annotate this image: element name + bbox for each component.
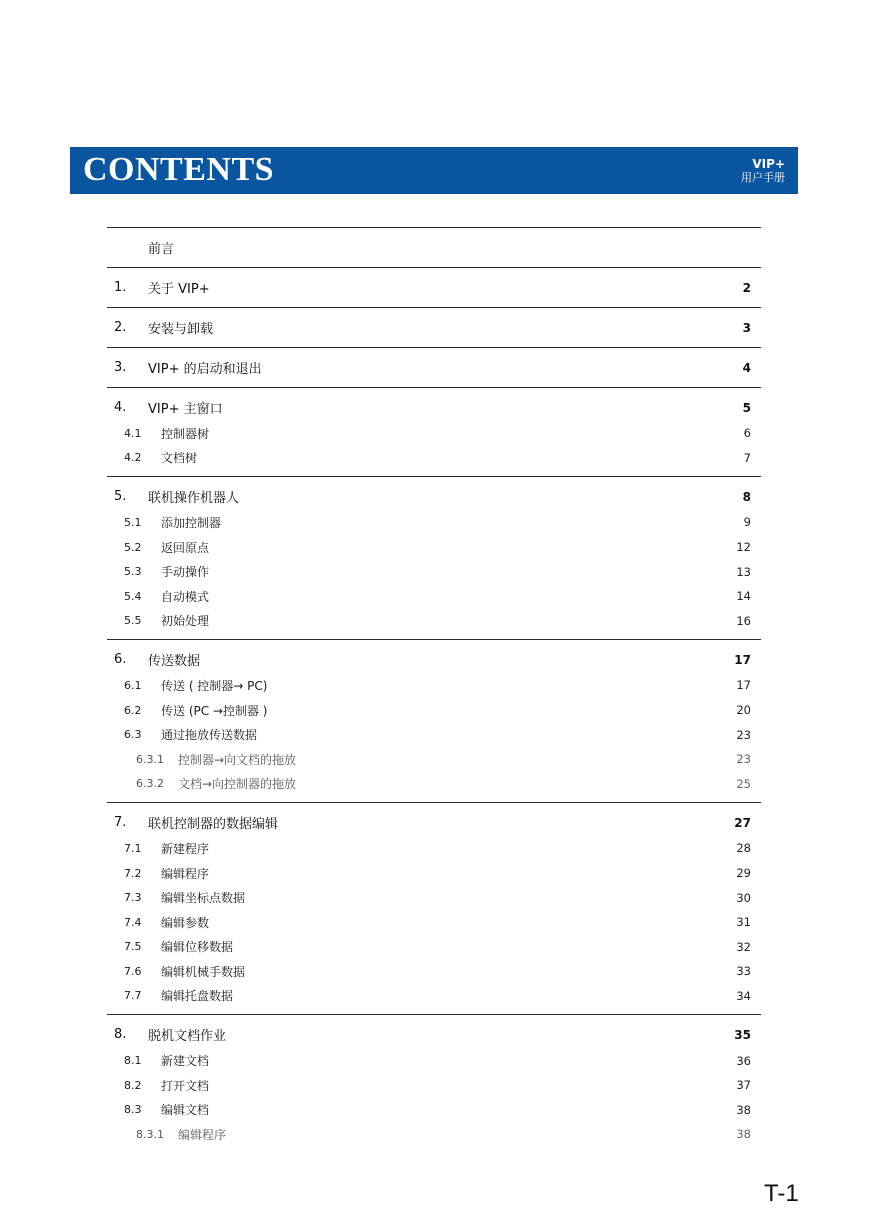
chapter-number: 3.: [114, 360, 127, 375]
toc-entry-label: [107, 539, 209, 556]
toc-subsection-entry[interactable]: [107, 1073, 761, 1098]
toc-entry-label: [107, 963, 245, 980]
section-title: 编辑参数: [161, 915, 210, 930]
section-title: 编辑文档: [161, 1103, 210, 1118]
section-page-number: 9: [743, 515, 751, 530]
toc-entry-label: [107, 751, 296, 768]
section-number: 6.1: [124, 678, 142, 692]
section-number: 5.3: [124, 565, 142, 579]
section-number: 7.6: [124, 964, 142, 978]
toc-subsection-entry[interactable]: [107, 910, 761, 935]
toc-chapter-entry[interactable]: [107, 268, 761, 307]
toc-subsection-entry[interactable]: [107, 984, 761, 1009]
product-name: VIP+: [752, 157, 785, 171]
toc-subsection-entry[interactable]: [107, 1097, 761, 1122]
chapter-page-number: 35: [734, 1027, 751, 1042]
toc-subsection-list: [107, 1048, 761, 1152]
manual-label: [741, 158, 785, 184]
chapter-number: 7.: [114, 815, 127, 831]
section-number: 5.5: [124, 614, 142, 628]
toc-chapter-label: [107, 318, 213, 337]
section-number: 4.2: [124, 451, 142, 465]
toc-entry-label: [107, 702, 267, 719]
toc-subsection-entry[interactable]: [107, 885, 761, 910]
toc-entry-label: [107, 514, 221, 531]
toc-chapter-label: [107, 1025, 226, 1044]
section-number: 8.1: [124, 1054, 142, 1068]
section-title: 新建程序: [161, 841, 210, 856]
chapter-number: 4.: [114, 400, 127, 415]
toc-chapter-label: [107, 398, 223, 417]
toc-entry-label: [107, 865, 209, 882]
toc-subsection-entry[interactable]: [107, 584, 761, 609]
toc-chapter-label: [107, 278, 210, 297]
toc-section: [107, 347, 761, 387]
chapter-title: 联机操作机器人: [148, 491, 240, 507]
toc-entry-label: [107, 840, 209, 857]
section-title: 编辑位移数据: [161, 940, 234, 955]
toc-subsubsection-entry[interactable]: [107, 772, 761, 797]
toc-entry-label: [107, 938, 233, 955]
section-page-number: 7: [743, 450, 751, 465]
section-title: 控制器→向文档的拖放: [178, 752, 297, 767]
section-page-number: 14: [736, 589, 751, 604]
toc-chapter-label: [107, 487, 239, 506]
section-number: 8.2: [124, 1078, 142, 1092]
section-number: 7.7: [124, 989, 142, 1003]
section-title: 自动模式: [161, 589, 210, 604]
toc-chapter-label: [107, 650, 200, 669]
toc-subsection-entry[interactable]: [107, 959, 761, 984]
toc-chapter-entry[interactable]: [107, 308, 761, 347]
section-title: 传送 (PC →控制器 ): [161, 703, 268, 718]
section-title: 初始处理: [161, 614, 210, 629]
toc-entry-label: [107, 425, 209, 442]
section-page-number: 25: [736, 776, 751, 791]
toc-subsection-entry[interactable]: [107, 836, 761, 861]
toc-subsection-list: [107, 836, 761, 1014]
toc-chapter-entry[interactable]: [107, 228, 761, 267]
page-number: T-1: [764, 1180, 799, 1207]
manual-subtitle: 用户手册: [741, 171, 785, 184]
toc-subsection-entry[interactable]: [107, 535, 761, 560]
toc-subsection-entry[interactable]: [107, 510, 761, 535]
table-of-contents: [107, 227, 761, 1153]
section-title: 新建文档: [161, 1054, 210, 1069]
section-page-number: 13: [736, 564, 751, 579]
toc-subsection-entry[interactable]: [107, 446, 761, 471]
section-title: 编辑程序: [161, 866, 210, 881]
section-title: 文档树: [161, 451, 198, 466]
contents-title: CONTENTS: [83, 151, 275, 188]
toc-entry-label: [107, 987, 233, 1004]
toc-subsection-entry[interactable]: [107, 673, 761, 698]
section-number: 7.4: [124, 915, 142, 929]
section-title: 文档→向控制器的拖放: [178, 777, 297, 792]
contents-banner: [70, 147, 798, 194]
toc-entry-label: [107, 1126, 226, 1143]
chapter-page-number: 3: [742, 320, 751, 335]
section-number: 7.3: [124, 891, 142, 905]
section-title: 编辑机械手数据: [161, 964, 246, 979]
section-page-number: 38: [736, 1102, 751, 1117]
section-number: 5.2: [124, 540, 142, 554]
toc-section: [107, 802, 761, 1014]
section-page-number: 23: [736, 752, 751, 767]
toc-entry-label: [107, 563, 209, 580]
chapter-page-number: 5: [742, 400, 751, 415]
toc-entry-label: [107, 612, 209, 629]
section-number: 8.3: [124, 1103, 142, 1117]
section-page-number: 38: [736, 1127, 751, 1142]
toc-subsection-entry[interactable]: [107, 861, 761, 886]
chapter-title: 关于 VIP+: [148, 282, 210, 297]
section-page-number: 17: [736, 678, 751, 693]
section-page-number: 23: [736, 727, 751, 742]
toc-entry-label: [107, 1052, 209, 1069]
toc-entry-label: [107, 449, 197, 466]
toc-subsubsection-entry[interactable]: [107, 1122, 761, 1147]
toc-entry-label: [107, 889, 245, 906]
section-title: 通过拖放传送数据: [161, 728, 258, 743]
section-number: 6.2: [124, 703, 142, 717]
section-title: 返回原点: [161, 540, 210, 555]
section-page-number: 37: [736, 1078, 751, 1093]
toc-section: [107, 307, 761, 347]
toc-subsection-entry[interactable]: [107, 698, 761, 723]
toc-section: [107, 639, 761, 802]
toc-chapter-entry[interactable]: [107, 348, 761, 387]
chapter-number: 5.: [114, 489, 127, 505]
section-title: 编辑坐标点数据: [161, 891, 246, 906]
chapter-page-number: 17: [734, 652, 751, 667]
toc-subsection-list: [107, 510, 761, 639]
toc-chapter-label: [107, 238, 174, 257]
chapter-title: 脱机文档作业: [148, 1029, 227, 1045]
section-page-number: 28: [736, 841, 751, 856]
section-number: 6.3.1: [136, 752, 164, 766]
chapter-title: VIP+ 的启动和退出: [148, 362, 262, 377]
section-page-number: 32: [736, 939, 751, 954]
chapter-page-number: 2: [742, 280, 751, 295]
section-number: 8.3.1: [136, 1127, 164, 1141]
section-number: 7.5: [124, 940, 142, 954]
section-title: 手动操作: [161, 565, 210, 580]
section-page-number: 29: [736, 866, 751, 881]
toc-entry-label: [107, 677, 267, 694]
toc-subsubsection-entry[interactable]: [107, 747, 761, 772]
chapter-title: 传送数据: [148, 654, 201, 670]
toc-entry-label: [107, 775, 296, 792]
section-number: 7.2: [124, 866, 142, 880]
toc-subsection-entry[interactable]: [107, 1048, 761, 1073]
chapter-title: 前言: [148, 242, 175, 257]
section-page-number: 33: [736, 964, 751, 979]
toc-section: [107, 1014, 761, 1152]
chapter-page-number: 27: [734, 815, 751, 830]
chapter-page-number: 8: [742, 489, 751, 504]
section-page-number: 31: [736, 915, 751, 930]
toc-section: [107, 387, 761, 476]
chapter-page-number: 4: [742, 360, 751, 375]
toc-entry-label: [107, 1077, 209, 1094]
toc-subsection-entry[interactable]: [107, 421, 761, 446]
section-title: 控制器树: [161, 426, 210, 441]
toc-section: [107, 476, 761, 639]
toc-subsection-entry[interactable]: [107, 559, 761, 584]
toc-section: [107, 267, 761, 307]
chapter-number: 2.: [114, 320, 127, 335]
section-page-number: 20: [736, 703, 751, 718]
section-title: 打开文档: [161, 1078, 210, 1093]
toc-chapter-label: [107, 813, 278, 832]
section-number: 6.3: [124, 728, 142, 742]
toc-entry-label: [107, 1101, 209, 1118]
section-page-number: 16: [736, 613, 751, 628]
section-number: 5.4: [124, 589, 142, 603]
section-title: 传送 ( 控制器→ PC): [161, 678, 268, 693]
toc-subsection-list: [107, 421, 761, 476]
toc-chapter-label: [107, 358, 262, 377]
toc-subsection-entry[interactable]: [107, 722, 761, 747]
section-number: 4.1: [124, 426, 142, 440]
chapter-title: 联机控制器的数据编辑: [148, 817, 279, 833]
section-title: 添加控制器: [161, 515, 222, 530]
section-number: 5.1: [124, 515, 142, 529]
chapter-title: 安装与卸载: [148, 322, 214, 337]
section-title: 编辑程序: [178, 1127, 227, 1142]
toc-subsection-entry[interactable]: [107, 935, 761, 960]
section-page-number: 34: [736, 988, 751, 1003]
chapter-number: 8.: [114, 1027, 127, 1043]
section-page-number: 12: [736, 540, 751, 555]
section-page-number: 6: [743, 426, 751, 441]
toc-subsection-entry[interactable]: [107, 609, 761, 634]
section-number: 7.1: [124, 841, 142, 855]
section-page-number: 30: [736, 890, 751, 905]
chapter-title: VIP+ 主窗口: [148, 402, 223, 417]
toc-entry-label: [107, 914, 209, 931]
toc-subsection-list: [107, 673, 761, 802]
toc-entry-label: [107, 726, 257, 743]
chapter-number: 1.: [114, 280, 127, 295]
section-page-number: 36: [736, 1053, 751, 1068]
section-number: 6.3.2: [136, 777, 164, 791]
chapter-number: 6.: [114, 652, 127, 668]
toc-entry-label: [107, 588, 209, 605]
toc-section: [107, 227, 761, 267]
section-title: 编辑托盘数据: [161, 989, 234, 1004]
